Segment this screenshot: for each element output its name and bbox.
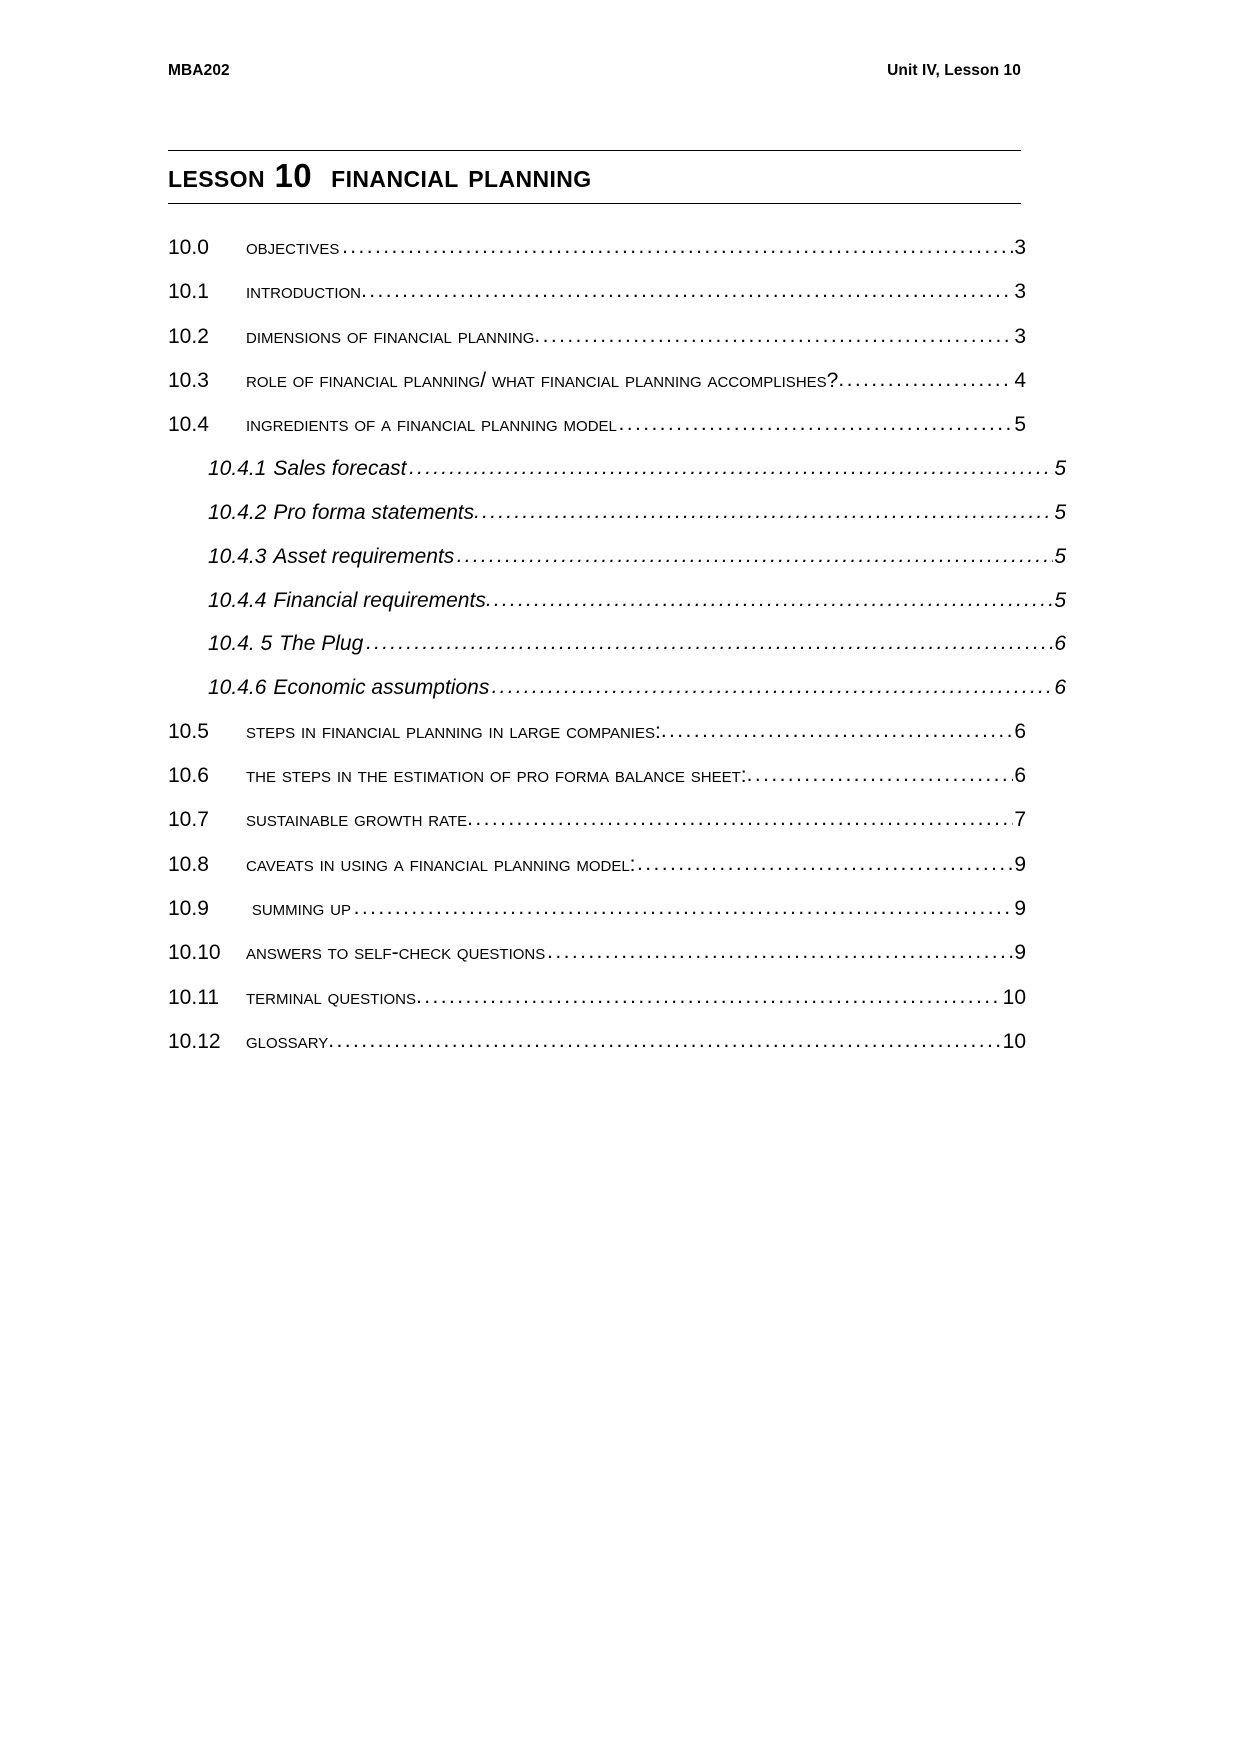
- toc-entry-number: 10.4: [168, 413, 209, 437]
- toc-entry-number: 10.10: [168, 941, 221, 965]
- toc-dot-leader: [534, 324, 1012, 349]
- toc-entry-page-number: 6: [1014, 764, 1026, 788]
- toc-entry-title: answers to self-check questions: [246, 941, 546, 965]
- toc-dot-leader: [547, 940, 1013, 965]
- toc-entry-number: 10.4.4: [208, 588, 267, 612]
- toc-entry-page-number: 6: [1054, 676, 1066, 700]
- toc-entry[interactable]: [168, 501, 1066, 526]
- toc-entry-page-number: 9: [1014, 896, 1026, 920]
- toc-dot-leader: [457, 544, 1053, 569]
- toc-dot-leader: [661, 719, 1013, 744]
- toc-entry-number: 10.4.6: [208, 676, 267, 700]
- toc-entry[interactable]: [168, 941, 1026, 966]
- toc-entry-title: Sales forecast: [273, 457, 407, 481]
- toc-entry-title: sustainable growth rate: [246, 808, 468, 832]
- toc-entry-number: 10.11: [168, 985, 219, 1009]
- toc-entry-title: Financial requirements: [273, 588, 486, 612]
- toc-entry-page-number: 6: [1054, 632, 1066, 656]
- toc-entry-title: glossary: [246, 1029, 329, 1053]
- toc-entry[interactable]: [168, 1030, 1026, 1055]
- toc-entry-number: 10.5: [168, 719, 209, 743]
- toc-entry-title: The Plug: [279, 632, 364, 656]
- toc-dot-leader: [838, 368, 1012, 393]
- toc-dot-leader: [361, 279, 1013, 304]
- toc-entry[interactable]: [168, 325, 1026, 350]
- toc-dot-leader: [637, 852, 1013, 877]
- toc-entry-page-number: 4: [1014, 368, 1026, 392]
- toc-entry-page-number: 5: [1054, 544, 1066, 568]
- toc-entry-number: 10.4.3: [208, 544, 267, 568]
- toc-entry-number: 10.0: [168, 236, 209, 259]
- toc-entry-number: 10.7: [168, 808, 209, 832]
- toc-entry-page-number: 5: [1054, 457, 1066, 481]
- toc-entry[interactable]: [168, 457, 1066, 482]
- page-title: lesson 10 financial planning: [168, 157, 592, 194]
- toc-entry-number: 10.4. 5: [208, 632, 273, 656]
- toc-dot-leader: [474, 500, 1053, 525]
- toc-entry-number: 10.12: [168, 1029, 221, 1053]
- toc-dot-leader: [486, 588, 1053, 613]
- toc-entry[interactable]: [168, 369, 1026, 394]
- toc-entry-page-number: 7: [1014, 808, 1026, 832]
- toc-entry[interactable]: [168, 720, 1026, 745]
- toc-entry-title: Economic assumptions: [273, 676, 490, 700]
- toc-entry-title: caveats in using a financial planning model:: [246, 852, 636, 876]
- toc-dot-leader: [416, 985, 1001, 1010]
- toc-entry-number: 10.8: [168, 852, 209, 876]
- toc-entry-page-number: 10: [1002, 1029, 1026, 1053]
- toc-entry-number: 10.4.2: [208, 501, 267, 525]
- toc-entry[interactable]: [168, 853, 1026, 878]
- toc-entry-title: Pro forma statements: [273, 501, 475, 525]
- toc-entry-title: Asset requirements: [273, 544, 455, 568]
- toc-entry-title: dimensions of financial planning: [246, 324, 535, 348]
- toc-entry-number: 10.4.1: [208, 457, 267, 481]
- toc-dot-leader: [409, 456, 1053, 481]
- toc-entry[interactable]: [168, 236, 1026, 261]
- toc-entry-page-number: 6: [1014, 719, 1026, 743]
- toc-entry-title: role of financial planning/ what financial planning accomplishes?: [246, 368, 839, 392]
- toc-entry-page-number: 5: [1054, 501, 1066, 525]
- toc-entry-title: the steps in the estimation of pro forma balance sheet:: [246, 764, 747, 788]
- toc-entry[interactable]: [168, 413, 1026, 438]
- toc-dot-leader: [342, 235, 1013, 260]
- header-unit-lesson: Unit IV, Lesson 10: [887, 62, 1021, 79]
- toc-dot-leader: [747, 763, 1013, 788]
- toc-entry-number: 10.1: [168, 280, 209, 304]
- toc-entry-page-number: 3: [1014, 236, 1026, 259]
- toc-entry-page-number: 5: [1014, 413, 1026, 437]
- toc-entry-title: ingredients of a financial planning model: [246, 413, 617, 437]
- toc-entry[interactable]: [168, 280, 1026, 305]
- toc-entry-page-number: 9: [1014, 852, 1026, 876]
- toc-dot-leader: [328, 1029, 1001, 1054]
- toc-entry-number: 10.6: [168, 764, 209, 788]
- toc-entry-title: terminal questions: [246, 985, 417, 1009]
- toc-entry[interactable]: [168, 632, 1066, 657]
- title-block: [168, 150, 1021, 204]
- toc-entry[interactable]: [168, 545, 1066, 570]
- toc-dot-leader: [467, 807, 1013, 832]
- toc-entry-number: 10.2: [168, 324, 209, 348]
- toc-entry[interactable]: [168, 676, 1066, 701]
- toc-dot-leader: [366, 631, 1053, 656]
- running-header: [168, 62, 1021, 80]
- toc-entry-title: introduction: [246, 280, 361, 304]
- toc-entry[interactable]: [168, 589, 1066, 614]
- table-of-contents: [168, 236, 1066, 1074]
- toc-entry[interactable]: [168, 897, 1026, 922]
- toc-dot-leader: [354, 896, 1013, 921]
- toc-entry[interactable]: [168, 808, 1026, 833]
- toc-entry-page-number: 10: [1002, 985, 1026, 1009]
- toc-entry-page-number: 9: [1014, 941, 1026, 965]
- toc-dot-leader: [492, 675, 1053, 700]
- toc-entry-title: summing up: [246, 896, 352, 920]
- toc-entry-number: 10.9: [168, 896, 209, 920]
- toc-entry-number: 10.3: [168, 368, 209, 392]
- toc-entry[interactable]: [168, 986, 1026, 1011]
- toc-entry-page-number: 3: [1014, 280, 1026, 304]
- toc-entry[interactable]: [168, 764, 1026, 789]
- toc-entry-title: steps in financial planning in large companies:: [246, 719, 661, 743]
- toc-entry-page-number: 5: [1054, 588, 1066, 612]
- toc-entry-title: objectives: [246, 236, 340, 259]
- toc-entry-page-number: 3: [1014, 324, 1026, 348]
- header-course-code: MBA202: [168, 62, 230, 79]
- toc-dot-leader: [619, 412, 1013, 437]
